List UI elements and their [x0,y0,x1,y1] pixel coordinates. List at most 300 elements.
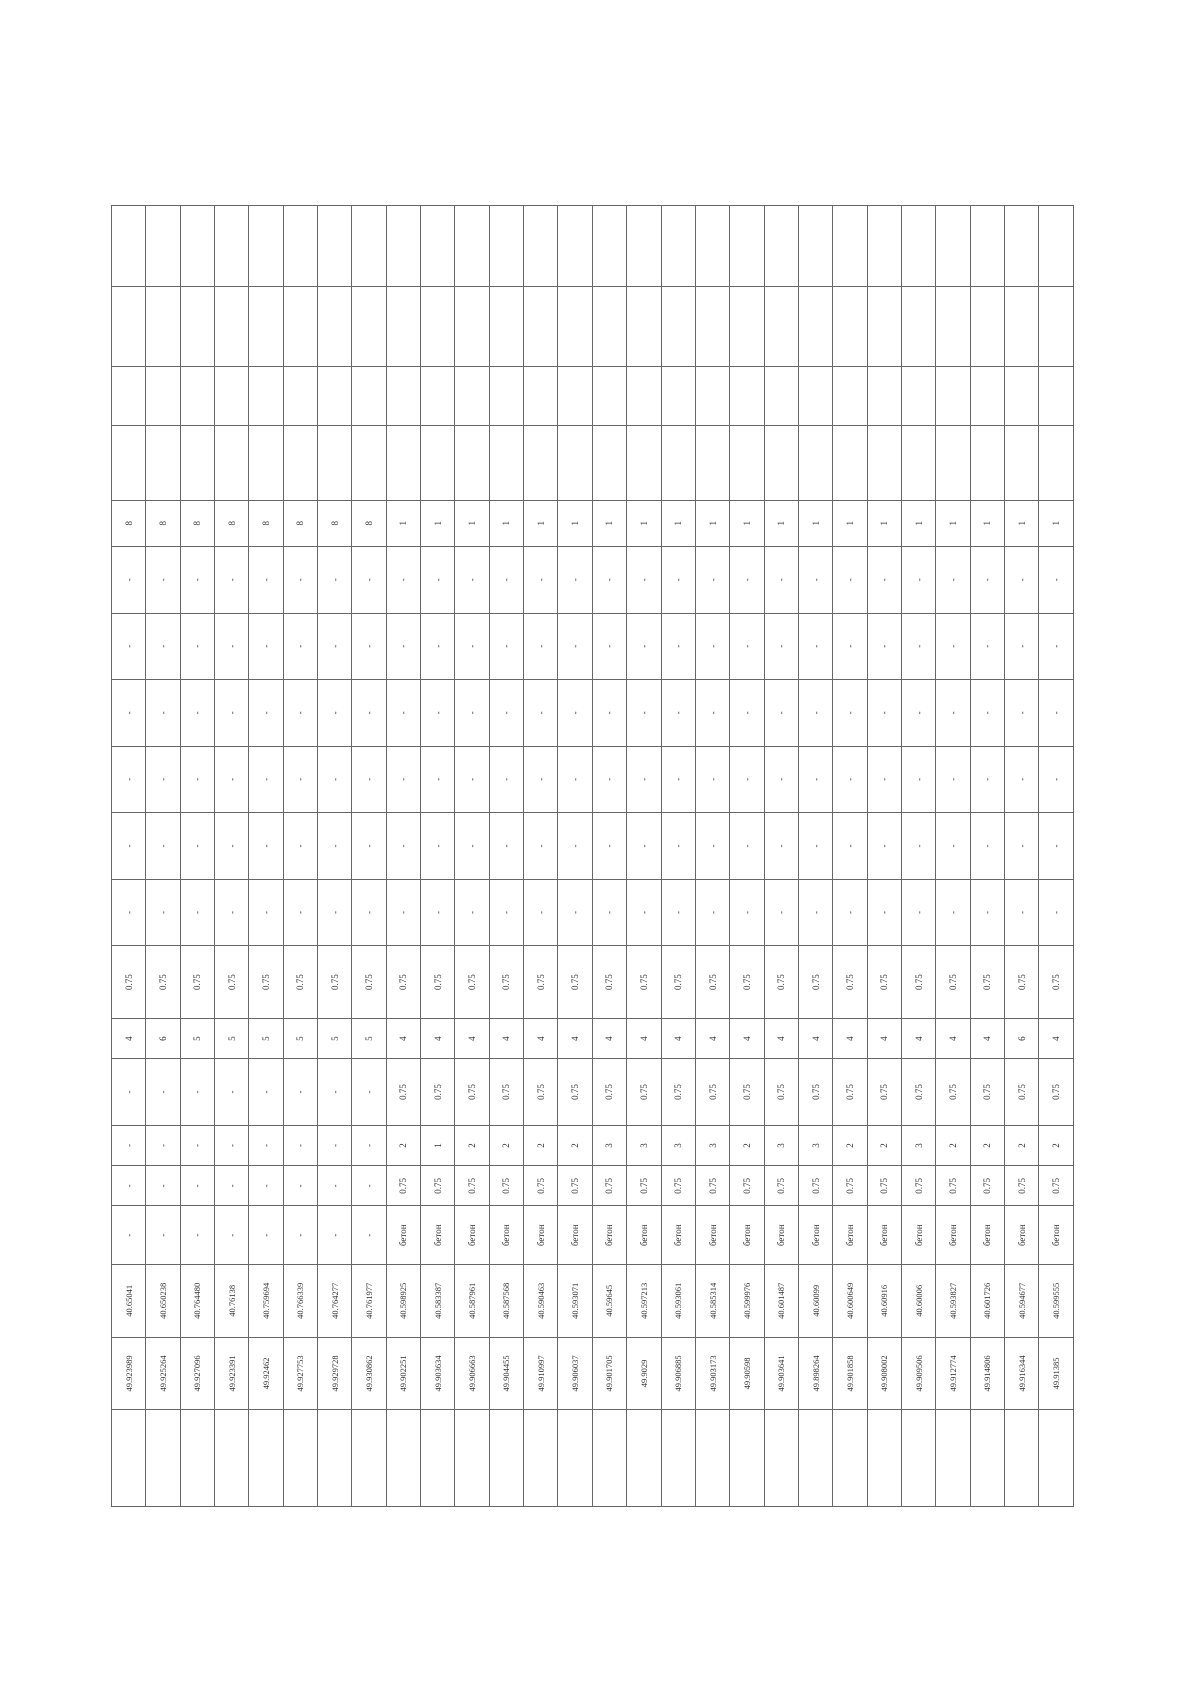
length-cell: - [112,1059,146,1126]
empty-cell-5: - [489,613,523,680]
empty-cell-4: - [249,680,283,747]
organization-cell [215,425,249,500]
width-cell: 0.75 [833,1166,867,1206]
address-cell [386,1410,420,1507]
organization-cell [421,425,455,500]
count-cell: 2 [1039,1125,1074,1165]
number-cell: 1 [489,500,523,546]
latitude-cell: 49.902251 [386,1337,420,1410]
empty-cell-1: - [558,879,592,946]
organization-cell [661,425,695,500]
organization-cell [455,425,489,500]
empty-cell-3: - [421,746,455,813]
empty-cell-2: - [764,813,798,880]
value-cell: 0.75 [318,946,352,1019]
surface-cell: бетон [1039,1206,1074,1264]
empty-cell-3: - [730,746,764,813]
surface-cell: бетон [695,1206,729,1264]
empty-cell-5: - [695,613,729,680]
empty-cell-1: - [901,879,935,946]
address-cell-3 [386,206,420,287]
address-cell-2 [901,286,935,367]
number-cell: 1 [1004,500,1038,546]
address-cell-3 [1004,206,1038,287]
address-cell [1039,1410,1074,1507]
bands-cell: 4 [730,1018,764,1058]
length-cell: 0.75 [421,1059,455,1126]
table-body [112,206,1074,1507]
table-row [627,206,661,1507]
empty-cell-6: - [249,546,283,613]
empty-cell-1: - [627,879,661,946]
count-cell: 2 [970,1125,1004,1165]
length-cell: 0.75 [524,1059,558,1126]
bands-cell: 4 [592,1018,626,1058]
longitude-cell: 40.60916 [867,1264,901,1337]
address-cell [489,1410,523,1507]
number-cell: 1 [936,500,970,546]
number-cell: 1 [558,500,592,546]
address-cell-3 [146,206,180,287]
address-cell-2 [936,286,970,367]
longitude-cell: 40.597213 [627,1264,661,1337]
ownership-cell [489,367,523,425]
empty-cell-5: - [249,613,283,680]
ownership-cell [180,367,214,425]
surface-cell: - [112,1206,146,1264]
empty-cell-5: - [112,613,146,680]
latitude-cell: 49.927753 [283,1337,317,1410]
width-cell: 0.75 [936,1166,970,1206]
surface-cell: бетон [970,1206,1004,1264]
number-cell: 1 [421,500,455,546]
empty-cell-6: - [901,546,935,613]
surface-cell: бетон [386,1206,420,1264]
empty-cell-4: - [901,680,935,747]
length-cell: - [249,1059,283,1126]
empty-cell-3: - [283,746,317,813]
ownership-cell [936,367,970,425]
longitude-cell: 40.764277 [318,1264,352,1337]
empty-cell-5: - [180,613,214,680]
latitude-cell: 49.90598 [730,1337,764,1410]
ownership-cell [764,367,798,425]
empty-cell-6: - [661,546,695,613]
width-cell: 0.75 [627,1166,661,1206]
surface-cell: бетон [489,1206,523,1264]
empty-cell-1: - [970,879,1004,946]
organization-cell [798,425,832,500]
empty-cell-6: - [798,546,832,613]
latitude-cell: 49.910997 [524,1337,558,1410]
address-cell-2 [764,286,798,367]
organization-cell [833,425,867,500]
latitude-cell: 49.914806 [970,1337,1004,1410]
empty-cell-5: - [627,613,661,680]
longitude-cell: 40.759694 [249,1264,283,1337]
empty-cell-1: - [524,879,558,946]
empty-cell-6: - [421,546,455,613]
empty-cell-5: - [936,613,970,680]
empty-cell-5: - [283,613,317,680]
longitude-cell: 40.599555 [1039,1264,1074,1337]
length-cell: 0.75 [661,1059,695,1126]
empty-cell-5: - [318,613,352,680]
width-cell: 0.75 [695,1166,729,1206]
ownership-cell [318,367,352,425]
table-row [901,206,935,1507]
bands-cell: 5 [352,1018,386,1058]
value-cell: 0.75 [627,946,661,1019]
width-cell: 0.75 [421,1166,455,1206]
empty-cell-3: - [215,746,249,813]
organization-cell [524,425,558,500]
empty-cell-2: - [627,813,661,880]
empty-cell-4: - [489,680,523,747]
surface-cell: бетон [901,1206,935,1264]
address-cell [215,1410,249,1507]
surface-cell: - [180,1206,214,1264]
number-cell: 1 [592,500,626,546]
length-cell: 0.75 [936,1059,970,1126]
empty-cell-6: - [283,546,317,613]
value-cell: 0.75 [1039,946,1074,1019]
empty-cell-5: - [592,613,626,680]
empty-cell-1: - [455,879,489,946]
surface-cell: бетон [1004,1206,1038,1264]
address-cell-3 [283,206,317,287]
number-cell: 1 [798,500,832,546]
empty-cell-2: - [455,813,489,880]
empty-cell-6: - [489,546,523,613]
latitude-cell: 49.908002 [867,1337,901,1410]
address-cell [798,1410,832,1507]
empty-cell-5: - [867,613,901,680]
longitude-cell: 40.593827 [936,1264,970,1337]
empty-cell-4: - [867,680,901,747]
empty-cell-1: - [386,879,420,946]
bands-cell: 4 [421,1018,455,1058]
rotated-table-wrapper [111,205,1074,1507]
bands-cell: 4 [1039,1018,1074,1058]
latitude-cell: 49.906037 [558,1337,592,1410]
empty-cell-1: - [833,879,867,946]
table-row [421,206,455,1507]
address-cell [112,1410,146,1507]
value-cell: 0.75 [489,946,523,1019]
empty-cell-2: - [318,813,352,880]
length-cell: 0.75 [695,1059,729,1126]
empty-cell-6: - [627,546,661,613]
value-cell: 0.75 [661,946,695,1019]
number-cell: 1 [661,500,695,546]
value-cell: 0.75 [558,946,592,1019]
empty-cell-3: - [936,746,970,813]
longitude-cell: 40.761977 [352,1264,386,1337]
address-cell-2 [489,286,523,367]
address-cell-3 [249,206,283,287]
length-cell: 0.75 [970,1059,1004,1126]
longitude-cell: 40.594677 [1004,1264,1038,1337]
empty-cell-6: - [1004,546,1038,613]
length-cell: 0.75 [730,1059,764,1126]
empty-cell-6: - [146,546,180,613]
empty-cell-5: - [421,613,455,680]
address-cell-3 [695,206,729,287]
latitude-cell: 49.930862 [352,1337,386,1410]
bands-cell: 5 [249,1018,283,1058]
ownership-cell [661,367,695,425]
surface-cell: - [352,1206,386,1264]
longitude-cell: 40.593071 [558,1264,592,1337]
empty-cell-2: - [112,813,146,880]
empty-cell-2: - [558,813,592,880]
empty-cell-2: - [146,813,180,880]
ownership-cell [455,367,489,425]
organization-cell [901,425,935,500]
empty-cell-3: - [592,746,626,813]
empty-cell-6: - [386,546,420,613]
address-cell [695,1410,729,1507]
surface-cell: - [215,1206,249,1264]
width-cell: 0.75 [730,1166,764,1206]
table-row [112,206,146,1507]
address-cell [627,1410,661,1507]
address-cell [249,1410,283,1507]
empty-cell-6: - [215,546,249,613]
empty-cell-2: - [1039,813,1074,880]
value-cell: 0.75 [215,946,249,1019]
width-cell: - [215,1166,249,1206]
empty-cell-2: - [1004,813,1038,880]
empty-cell-6: - [558,546,592,613]
latitude-cell: 49.91385 [1039,1337,1074,1410]
longitude-cell: 40.587568 [489,1264,523,1337]
address-cell-3 [215,206,249,287]
table-row [592,206,626,1507]
latitude-cell: 49.923391 [215,1337,249,1410]
address-cell-3 [421,206,455,287]
empty-cell-4: - [386,680,420,747]
count-cell: - [146,1125,180,1165]
longitude-cell: 40.583387 [421,1264,455,1337]
bands-cell: 4 [695,1018,729,1058]
address-cell-2 [661,286,695,367]
number-cell: 8 [352,500,386,546]
length-cell: 0.75 [798,1059,832,1126]
empty-cell-2: - [215,813,249,880]
longitude-cell: 40.65041 [112,1264,146,1337]
latitude-cell: 49.927096 [180,1337,214,1410]
address-cell-2 [421,286,455,367]
empty-cell-2: - [283,813,317,880]
surface-cell: - [283,1206,317,1264]
width-cell: 0.75 [489,1166,523,1206]
table-row [970,206,1004,1507]
empty-cell-5: - [764,613,798,680]
value-cell: 0.75 [730,946,764,1019]
empty-cell-1: - [352,879,386,946]
empty-cell-6: - [352,546,386,613]
empty-cell-5: - [386,613,420,680]
number-cell: 1 [524,500,558,546]
bands-cell: 6 [146,1018,180,1058]
latitude-cell: 49.898264 [798,1337,832,1410]
ownership-cell [146,367,180,425]
organization-cell [867,425,901,500]
width-cell: - [146,1166,180,1206]
count-cell: 2 [455,1125,489,1165]
bands-cell: 4 [558,1018,592,1058]
bands-cell: 4 [970,1018,1004,1058]
ownership-cell [833,367,867,425]
table-row [764,206,798,1507]
empty-cell-3: - [112,746,146,813]
empty-cell-2: - [936,813,970,880]
registry-table [111,205,1074,1507]
bands-cell: 4 [524,1018,558,1058]
bands-cell: 5 [180,1018,214,1058]
width-cell: 0.75 [764,1166,798,1206]
empty-cell-4: - [215,680,249,747]
surface-cell: - [146,1206,180,1264]
latitude-cell: 49.904455 [489,1337,523,1410]
ownership-cell [627,367,661,425]
latitude-cell: 49.903634 [421,1337,455,1410]
length-cell: - [215,1059,249,1126]
empty-cell-3: - [524,746,558,813]
address-cell [1004,1410,1038,1507]
length-cell: - [352,1059,386,1126]
latitude-cell: 49.9029 [627,1337,661,1410]
empty-cell-1: - [112,879,146,946]
ownership-cell [112,367,146,425]
empty-cell-5: - [558,613,592,680]
address-cell-2 [249,286,283,367]
address-cell-3 [1039,206,1074,287]
longitude-cell: 40.599976 [730,1264,764,1337]
empty-cell-3: - [627,746,661,813]
address-cell-2 [455,286,489,367]
ownership-cell [901,367,935,425]
ownership-cell [558,367,592,425]
longitude-cell: 40.600649 [833,1264,867,1337]
number-cell: 1 [764,500,798,546]
value-cell: 0.75 [833,946,867,1019]
address-cell-3 [180,206,214,287]
address-cell-2 [386,286,420,367]
width-cell: 0.75 [867,1166,901,1206]
value-cell: 0.75 [249,946,283,1019]
empty-cell-3: - [901,746,935,813]
ownership-cell [798,367,832,425]
organization-cell [1004,425,1038,500]
address-cell-2 [180,286,214,367]
address-cell-2 [352,286,386,367]
table-row [249,206,283,1507]
surface-cell: бетон [455,1206,489,1264]
empty-cell-5: - [215,613,249,680]
ownership-cell [867,367,901,425]
empty-cell-2: - [352,813,386,880]
bands-cell: 4 [798,1018,832,1058]
value-cell: 0.75 [798,946,832,1019]
ownership-cell [1004,367,1038,425]
empty-cell-1: - [798,879,832,946]
empty-cell-4: - [1039,680,1074,747]
empty-cell-4: - [455,680,489,747]
length-cell: - [318,1059,352,1126]
table-row [455,206,489,1507]
address-cell [901,1410,935,1507]
value-cell: 0.75 [112,946,146,1019]
address-cell-3 [867,206,901,287]
bands-cell: 4 [627,1018,661,1058]
address-cell-2 [833,286,867,367]
empty-cell-3: - [352,746,386,813]
address-cell-2 [730,286,764,367]
surface-cell: бетон [798,1206,832,1264]
address-cell-2 [1004,286,1038,367]
address-cell-2 [215,286,249,367]
value-cell: 0.75 [421,946,455,1019]
latitude-cell: 49.916344 [1004,1337,1038,1410]
empty-cell-5: - [146,613,180,680]
number-cell: 8 [180,500,214,546]
empty-cell-1: - [421,879,455,946]
latitude-cell: 49.912774 [936,1337,970,1410]
empty-cell-2: - [386,813,420,880]
empty-cell-1: - [215,879,249,946]
longitude-cell: 40.593061 [661,1264,695,1337]
empty-cell-2: - [970,813,1004,880]
address-cell-2 [592,286,626,367]
longitude-cell: 40.598925 [386,1264,420,1337]
number-cell: 8 [318,500,352,546]
value-cell: 0.75 [764,946,798,1019]
count-cell: 2 [833,1125,867,1165]
bands-cell: 4 [867,1018,901,1058]
organization-cell [936,425,970,500]
empty-cell-5: - [524,613,558,680]
count-cell: 2 [558,1125,592,1165]
surface-cell: - [318,1206,352,1264]
width-cell: 0.75 [661,1166,695,1206]
count-cell: 3 [661,1125,695,1165]
empty-cell-2: - [421,813,455,880]
latitude-cell: 49.909506 [901,1337,935,1410]
value-cell: 0.75 [1004,946,1038,1019]
table-row [352,206,386,1507]
ownership-cell [215,367,249,425]
empty-cell-4: - [970,680,1004,747]
address-cell-3 [558,206,592,287]
width-cell: - [112,1166,146,1206]
table-row [489,206,523,1507]
empty-cell-6: - [455,546,489,613]
table-row [1004,206,1038,1507]
latitude-cell: 49.92462 [249,1337,283,1410]
width-cell: 0.75 [592,1166,626,1206]
organization-cell [627,425,661,500]
organization-cell [180,425,214,500]
empty-cell-2: - [592,813,626,880]
length-cell: 0.75 [627,1059,661,1126]
empty-cell-4: - [730,680,764,747]
empty-cell-3: - [1039,746,1074,813]
empty-cell-4: - [661,680,695,747]
address-cell [146,1410,180,1507]
